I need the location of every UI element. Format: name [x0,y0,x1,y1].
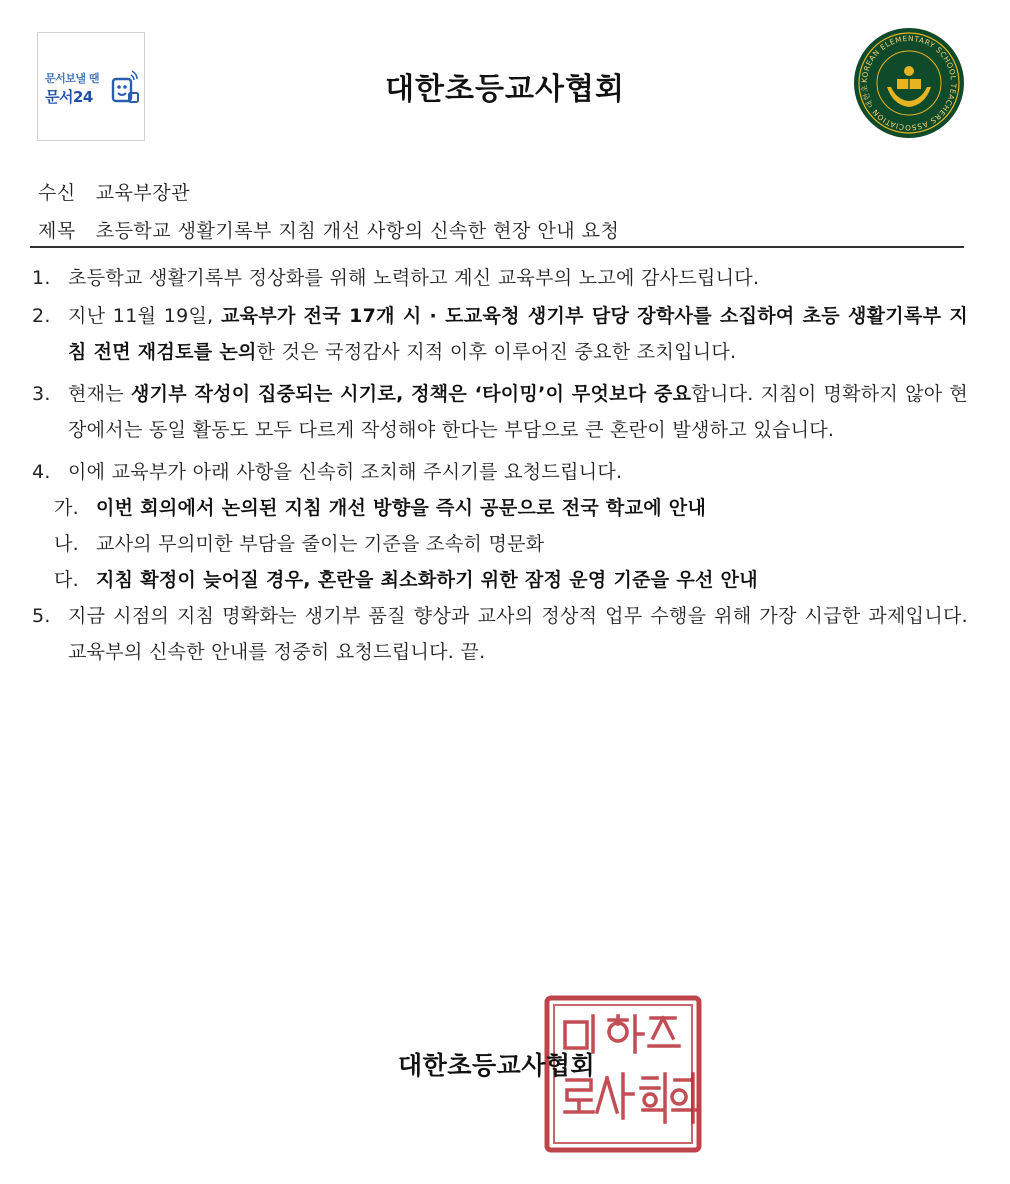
document24-logo [37,32,145,141]
paragraph-number: 2. [32,305,51,327]
svg-text:KOREAN ELEMENTARY SCHOOL TEACH: KOREAN ELEMENTARY SCHOOL TEACHERS ASSOCIATION 대한초 [859,33,959,133]
text-span: 현재는 [68,383,131,405]
recipient-line [38,178,190,205]
list-item [32,526,968,562]
list-item [32,490,968,526]
subject-line [38,216,619,243]
organization-title: 대한초등교사협회 [385,72,625,107]
paragraph-number: 5. [32,605,51,627]
logo-left-line2: 문서24 [45,88,93,106]
text-span: 합니다. 지침이 명확하지 않아 현장에서는 동일 활동도 모두 다르게 작성해야 한다는 부담으로 큰 혼란이 발생하고 있습니다. [68,383,969,441]
paragraph-text: 초등학교 생활기록부 정상화를 위해 노력하고 계신 교육부의 노고에 감사드립니다. [68,267,760,289]
paragraph-2 [32,298,968,370]
emphasis-text: 생기부 작성이 집중되는 시기로, 정책은 ‘타이밍’이 무엇보다 중요 [130,383,692,405]
list-item-text: 지침 확정이 늦어질 경우, 혼란을 최소화하기 위한 잠정 운영 기준을 우선 안내 [96,569,758,591]
header-divider [30,246,964,248]
list-item-text: 교사의 무의미한 부담을 줄이는 기준을 조속히 명문화 [96,533,545,555]
paragraph-number: 1. [32,267,51,289]
logo-left-line1: 문서보낼 땐 [45,72,99,85]
paragraph-1 [32,260,968,296]
paragraph-4 [32,454,968,490]
text-span: 한 것은 국정감사 지적 이후 이루어진 중요한 조치입니다. [256,341,737,363]
subject-value: 초등학교 생활기록부 지침 개선 사항의 신속한 현장 안내 요청 [95,220,620,242]
list-item-marker: 다. [54,569,79,591]
document-robot-icon [110,69,142,107]
document-body [32,260,968,670]
list-item [32,562,968,598]
list-item-marker: 가. [54,497,79,519]
recipient-label: 수신 [38,182,76,204]
paragraph-text [68,376,968,448]
recipient-value: 교육부장관 [95,182,190,204]
association-emblem-icon [853,27,965,139]
signature-name: 대한초등교사협회 [398,1051,596,1080]
emphasis-text: 교육부가 전국 17개 시 · 도교육청 생기부 담당 장학사를 소집하여 초등 생활기록부 지침 전면 재검토를 논의 [68,305,968,363]
subject-label: 제목 [38,220,76,242]
paragraph-text: 지금 시점의 지침 명확화는 생기부 품질 향상과 교사의 정상적 업무 수행을 위해 가장 시급한 과제입니다. 교육부의 신속한 안내를 정중히 요청드립니다. 끝. [68,605,968,663]
list-item-text: 이번 회의에서 논의된 지침 개선 방향을 즉시 공문으로 전국 학교에 안내 [96,497,707,519]
paragraph-5 [32,598,968,670]
paragraph-text [68,298,968,370]
paragraph-3 [32,376,968,448]
paragraph-text: 이에 교육부가 아래 사항을 신속히 조치해 주시기를 요청드립니다. [68,461,623,483]
paragraph-number: 4. [32,461,51,483]
text-span: 지난 11월 19일, [68,305,221,327]
association-seal-logo [853,27,965,143]
list-item-marker: 나. [54,533,79,555]
paragraph-number: 3. [32,383,51,405]
